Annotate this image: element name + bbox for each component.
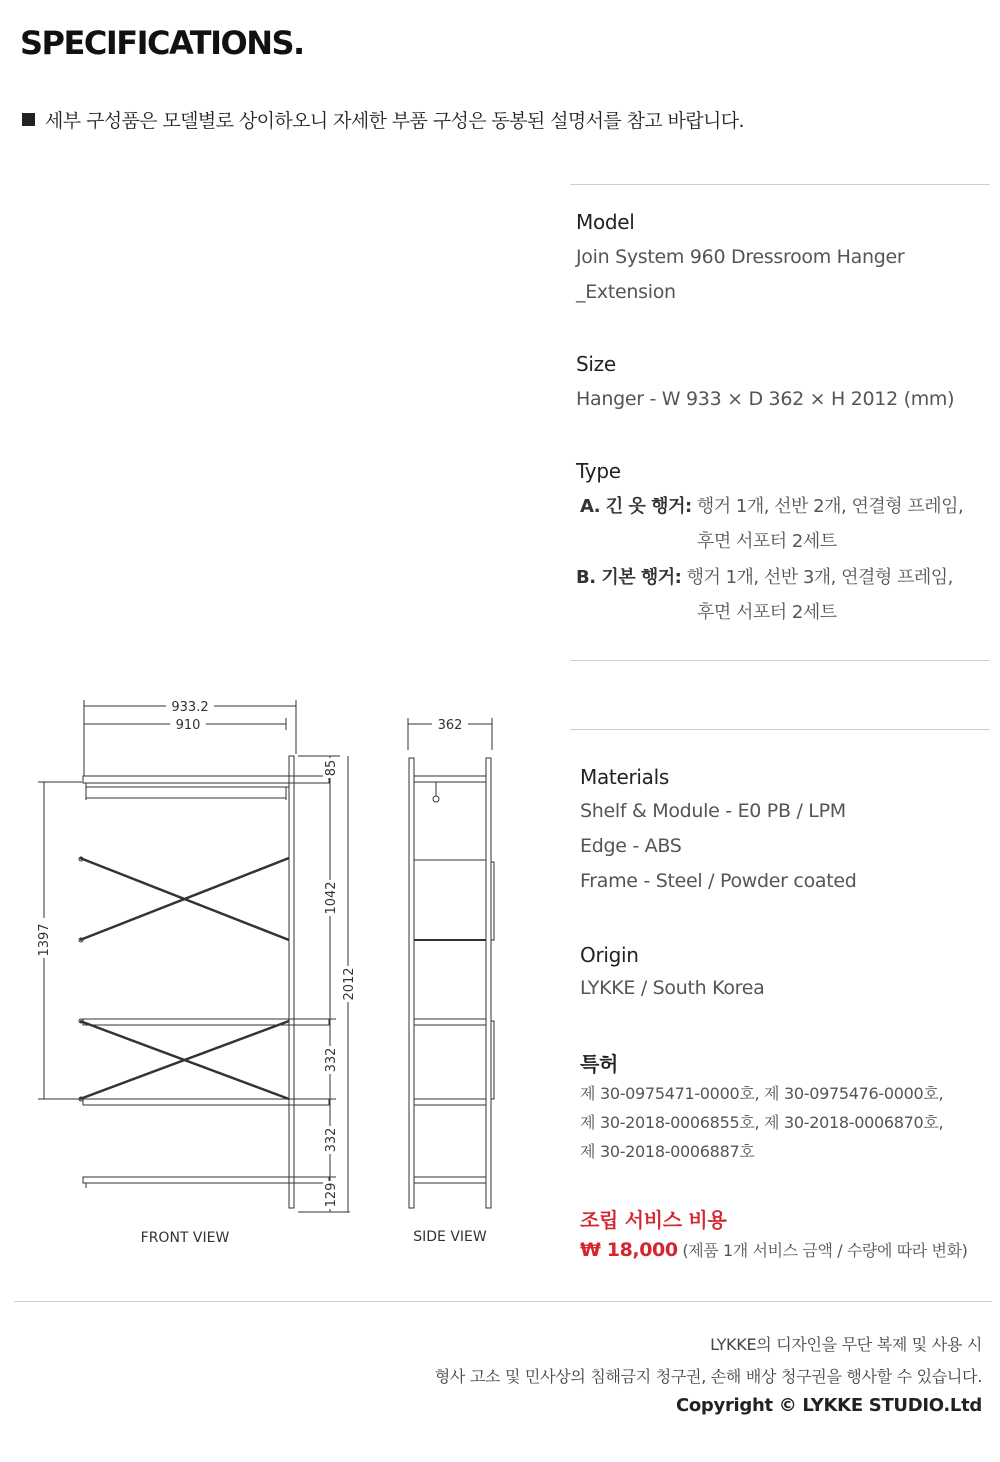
- type-b-line-1: 행거 1개, 선반 3개, 연결형 프레임,: [681, 567, 953, 588]
- dim-129-label: 129: [324, 1182, 339, 1208]
- dim-332b-label: 332: [324, 1127, 339, 1153]
- notice-text: 세부 구성품은 모델별로 상이하오니 자세한 부품 구성은 동봉된 설명서를 참고 바랍니다.: [45, 110, 744, 132]
- assembly-price-row: [580, 1238, 968, 1261]
- size-value: Hanger - W 933 × D 362 × H 2012 (mm): [576, 388, 955, 410]
- square-bullet-icon: [22, 113, 35, 126]
- type-b: [576, 560, 953, 595]
- footer-divider: [14, 1301, 992, 1302]
- materials-item: Frame - Steel / Powder coated: [580, 870, 857, 892]
- divider: [570, 729, 990, 730]
- type-a: [580, 489, 963, 524]
- model-value-line-2: _Extension: [576, 281, 676, 303]
- notice-line: [22, 106, 744, 133]
- patent-list: [580, 1079, 943, 1166]
- technical-drawing: [0, 690, 520, 1260]
- materials-item: Edge - ABS: [580, 835, 682, 857]
- patent-item: 제 30-0975471-0000호, 제 30-0975476-0000호,: [580, 1084, 944, 1103]
- model-value-line-1: Join System 960 Dressroom Hanger: [576, 246, 905, 268]
- side-view-caption: SIDE VIEW: [413, 1229, 487, 1245]
- type-a-line-2: 후면 서포터 2세트: [697, 531, 837, 552]
- patent-item: 제 30-2018-0006855호, 제 30-2018-0006870호,: [580, 1113, 944, 1132]
- type-a-title: A. 긴 옷 행거:: [580, 496, 692, 517]
- dim-332a-label: 332: [324, 1047, 339, 1073]
- front-view-caption: FRONT VIEW: [140, 1230, 230, 1246]
- assembly-price: ₩ 18,000: [580, 1239, 678, 1261]
- type-label: Type: [576, 459, 621, 483]
- patent-label: 특허: [580, 1052, 619, 1076]
- divider: [570, 660, 990, 661]
- type-b-line-2: 후면 서포터 2세트: [697, 602, 837, 623]
- dim-933-label: 933.2: [171, 700, 209, 715]
- dim-1042-label: 1042: [324, 881, 339, 915]
- dim-85-label: 85: [324, 759, 339, 777]
- copyright: Copyright © LYKKE STUDIO.Ltd: [675, 1395, 982, 1416]
- size-label: Size: [576, 352, 616, 376]
- footer-line-1: LYKKE의 디자인을 무단 복제 및 사용 시: [710, 1335, 982, 1354]
- divider: [570, 184, 990, 185]
- materials-list: [580, 794, 857, 899]
- assembly-note: (제품 1개 서비스 금액 / 수량에 따라 변화): [677, 1241, 968, 1260]
- dim-1397-label: 1397: [37, 923, 52, 957]
- model-value: [576, 240, 904, 310]
- model-label: Model: [576, 210, 635, 234]
- type-a-line-1: 행거 1개, 선반 2개, 연결형 프레임,: [691, 496, 964, 517]
- dim-2012-label: 2012: [342, 967, 357, 1001]
- assembly-label: 조립 서비스 비용: [580, 1208, 727, 1232]
- page-title: SPECIFICATIONS.: [20, 24, 304, 62]
- origin-value: LYKKE / South Korea: [580, 977, 765, 999]
- dim-362-label: 362: [437, 718, 463, 733]
- type-b-title: B. 기본 행거:: [576, 567, 682, 588]
- materials-label: Materials: [580, 765, 669, 789]
- patent-item: 제 30-2018-0006887호: [580, 1142, 755, 1161]
- dim-910-label: 910: [175, 718, 201, 733]
- origin-label: Origin: [580, 943, 639, 967]
- materials-item: Shelf & Module - E0 PB / LPM: [580, 800, 846, 822]
- footer-line-2: 형사 고소 및 민사상의 침해금지 청구권, 손해 배상 청구권을 행사할 수 있습니다.: [434, 1367, 982, 1386]
